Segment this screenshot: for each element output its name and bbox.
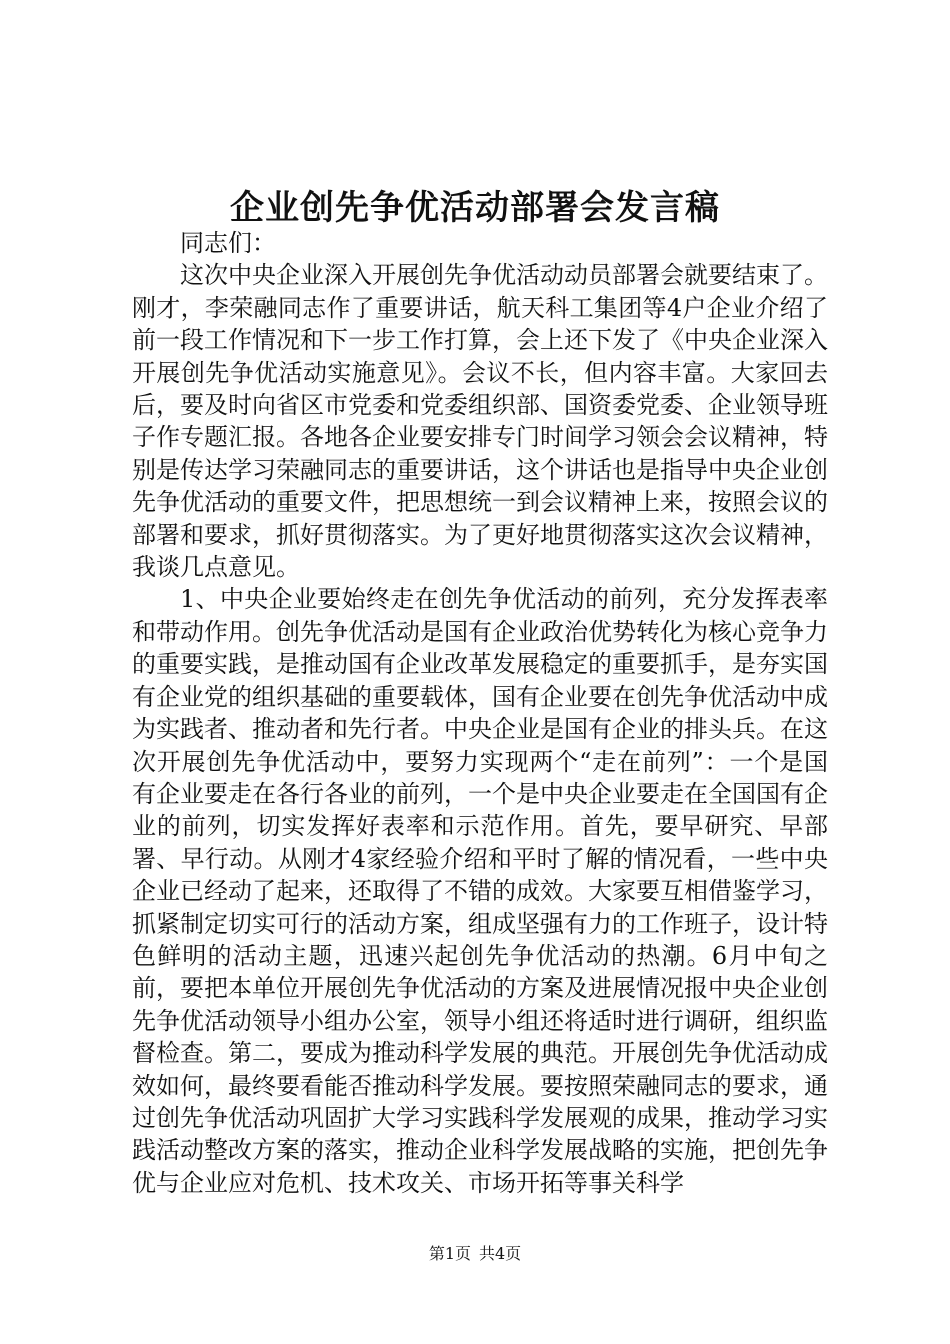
page-number: 第1页 [428, 1244, 471, 1263]
document-body [132, 227, 828, 1199]
point-one-paragraph: 1、中央企业要始终走在创先争优活动的前列，充分发挥表率和带动作用。创先争优活动是国有企业政治优势转化为核心竞争力的重要实践，是推动国有企业改革发展稳定的重要抓手，是夯实国有企业党的组织基础的重要载体，国有企业要在创先争优活动中成为实践者、推动者和先行者。中央企业是国有企业的排头兵。在这次开展创先争优活动中，要努力实现两个“走在前列”：一个是国有企业要走在各行各业的前列，一个是中央企业要走在全国国有企业的前列，切实发挥好表率和示范作用。首先，要早研究、早部署、早行动。从刚才4家经验介绍和平时了解的情况看，一些中央企业已经动了起来，还取得了不错的成效。大家要互相借鉴学习，抓紧制定切实可行的活动方案，组成坚强有力的工作班子，设计特色鲜明的活动主题，迅速兴起创先争优活动的热潮。6月中旬之前，要把本单位开展创先争优活动的方案及进展情况报中央企业创先争优活动领导小组办公室，领导小组还将适时进行调研，组织监督检查。第二，要成为推动科学发展的典范。开展创先争优活动成效如何，最终要看能否推动科学发展。要按照荣融同志的要求，通过创先争优活动巩固扩大学习实践科学发展观的成果，推动学习实践活动整改方案的落实，推动企业科学发展战略的实施，把创先争优与企业应对危机、技术攻关、市场开拓等事关科学 [132, 585, 828, 1197]
intro-paragraph: 这次中央企业深入开展创先争优活动动员部署会就要结束了。刚才，李荣融同志作了重要讲话，航天科工集团等4户企业介绍了前一段工作情况和下一步工作打算，会上还下发了《中央企业深入开展创先争优活动实施意见》。会议不长，但内容丰富。大家回去后，要及时向省区市党委和党委组织部、国资委党委、企业领导班子作专题汇报。各地各企业要安排专门时间学习领会会议精神，特别是传达学习荣融同志的重要讲话，这个讲话也是指导中央企业创先争优活动的重要文件，把思想统一到会议精神上来，按照会议的部署和要求，抓好贯彻落实。为了更好地贯彻落实这次会议精神，我谈几点意见。 [132, 261, 828, 582]
document-title: 企业创先争优活动部署会发言稿 [230, 188, 720, 228]
salutation-paragraph: 同志们： [180, 229, 276, 257]
page-total: 共4页 [479, 1244, 522, 1263]
page-footer [0, 1244, 950, 1264]
